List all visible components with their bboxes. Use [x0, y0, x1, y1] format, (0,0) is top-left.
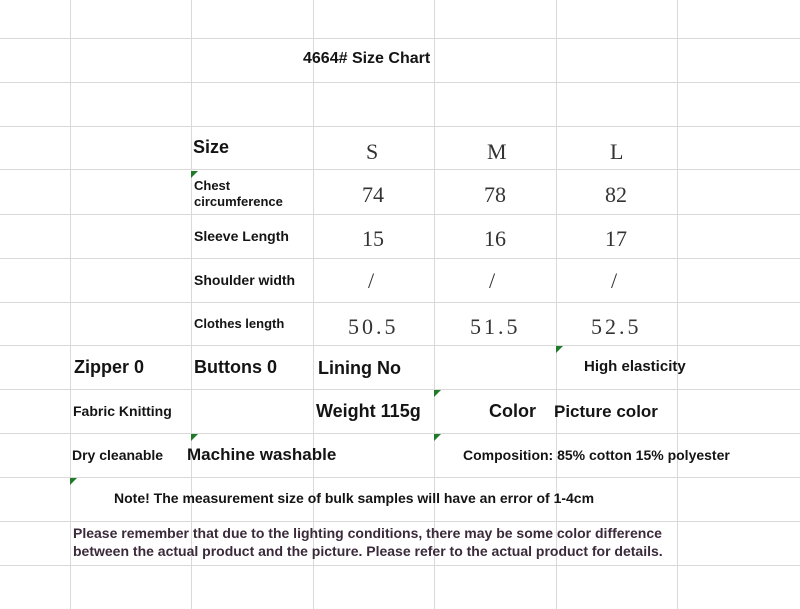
color-label: Color	[489, 401, 536, 421]
sleeve-length-label: Sleeve Length	[194, 228, 289, 244]
sleeve-value-s: 15	[362, 226, 384, 251]
chest-value-m: 78	[484, 182, 506, 207]
size-s-header: S	[366, 139, 379, 164]
lining-attribute: Lining No	[318, 358, 401, 378]
clothes-value-m: 51.5	[470, 314, 521, 339]
cell-marker	[434, 434, 441, 441]
chest-label-line1: Chest	[194, 178, 231, 193]
zipper-attribute: Zipper 0	[74, 357, 145, 377]
cell-marker	[191, 171, 198, 178]
disclaimer-line1: Please remember that due to the lighting conditions, there may be some color difference	[73, 525, 662, 541]
shoulder-value-s: /	[368, 268, 375, 293]
chest-label-line2: circumference	[194, 194, 283, 209]
dry-cleanable-attribute: Dry cleanable	[72, 447, 164, 463]
sleeve-value-l: 17	[605, 226, 627, 251]
cell-marker	[556, 346, 563, 353]
weight-attribute: Weight 115g	[316, 401, 421, 421]
chart-title: 4664# Size Chart	[303, 50, 431, 67]
chest-value-s: 74	[362, 182, 384, 207]
machine-washable-attribute: Machine washable	[187, 445, 337, 464]
chest-value-l: 82	[605, 182, 627, 207]
measurement-note: Note! The measurement size of bulk samples will have an error of 1-4cm	[114, 490, 595, 506]
size-header-label: Size	[193, 137, 230, 157]
sleeve-value-m: 16	[484, 226, 506, 251]
color-value: Picture color	[554, 402, 658, 421]
cell-marker	[434, 390, 441, 397]
fabric-attribute: Fabric Knitting	[73, 403, 172, 419]
shoulder-value-m: /	[489, 268, 496, 293]
shoulder-value-l: /	[611, 268, 618, 293]
size-l-header: L	[610, 139, 624, 164]
clothes-value-l: 52.5	[591, 314, 642, 339]
cell-marker	[191, 434, 198, 441]
clothes-value-s: 50.5	[348, 314, 399, 339]
size-m-header: M	[487, 139, 507, 164]
disclaimer-line2: between the actual product and the picture. Please refer to the actual product for details.	[73, 543, 663, 559]
composition-attribute: Composition: 85% cotton 15% polyester	[463, 447, 730, 463]
buttons-attribute: Buttons 0	[194, 357, 277, 377]
cell-marker	[70, 478, 77, 485]
clothes-length-label: Clothes length	[194, 316, 285, 331]
elasticity-attribute: High elasticity	[584, 358, 686, 375]
shoulder-width-label: Shoulder width	[194, 272, 296, 288]
